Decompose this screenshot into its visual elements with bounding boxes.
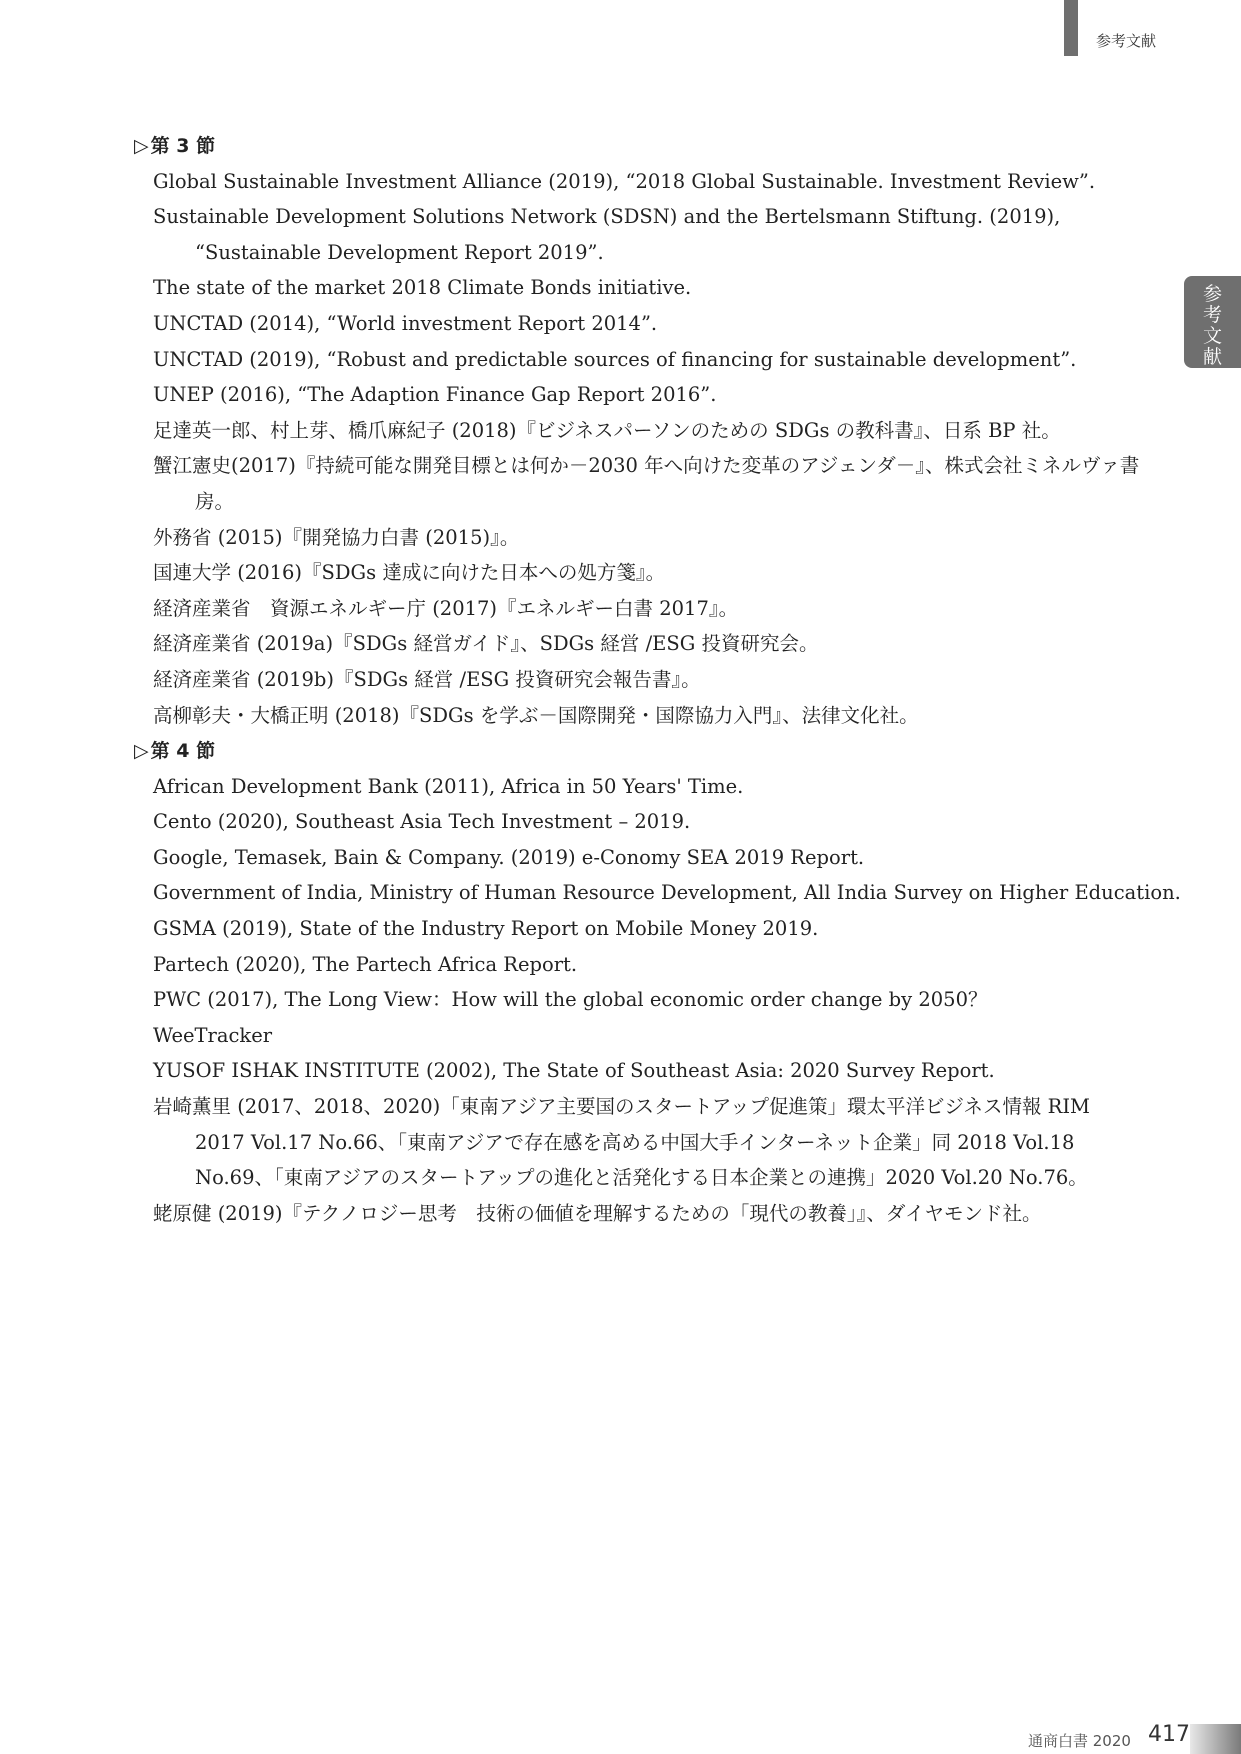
reference-item: UNEP (2016), “The Adaption Finance Gap Report 2016”. <box>153 383 717 407</box>
reference-item: African Development Bank (2011), Africa in 50 Years' Time. <box>153 774 744 798</box>
section-title: 第 3 節 <box>150 135 216 157</box>
section-title: 第 4 節 <box>150 740 216 763</box>
reference-item: 蛯原健 (2019)『テクノロジー思考 技術の価値を理解するための「現代の教養」』、ダイヤモンド社。 <box>153 1201 1042 1225</box>
side-tab-char: 文 <box>1202 325 1222 347</box>
triangle-marker-icon: ▷ <box>134 135 149 157</box>
reference-item: Global Sustainable Investment Alliance (2019), “2018 Global Sustainable. Investment Review”. <box>153 169 1096 193</box>
section-heading-4 <box>134 733 1144 769</box>
side-tab-char: 考 <box>1202 304 1222 326</box>
reference-item: The state of the market 2018 Climate Bonds initiative. <box>153 276 692 300</box>
reference-list <box>134 128 1181 1231</box>
side-tab-char: 参 <box>1202 283 1222 305</box>
reference-item: Sustainable Development Solutions Network (SDSN) and the Bertelsmann Stiftung. (2019), “Sustainable Development Report 2019”. <box>153 205 1061 264</box>
reference-item: 外務省 (2015)『開発協力白書 (2015)』。 <box>153 525 520 549</box>
footer-gradient-bar <box>1190 1724 1241 1754</box>
reference-item: 高柳彰夫・大橋正明 (2018)『SDGs を学ぶ－国際開発・国際協力入門』、法律文化社。 <box>153 703 919 727</box>
side-tab-char: 献 <box>1202 346 1222 368</box>
reference-item: 岩崎薫里 (2017、2018、2020)「東南アジア主要国のスタートアップ促進策」環太平洋ビジネス情報 RIM 2017 Vol.17 No.66、「東南アジアで存在感を高める中国大手インターネット企業」同 2018 Vol.18 No.69、「東南アジアのスタートアップの進化と活発化する日本企業との連携」2020 Vol.20 No.76。 <box>153 1095 1091 1190</box>
section-heading-3 <box>134 128 1144 164</box>
reference-item: 足達英一郎、村上芽、橋爪麻紀子 (2018)『ビジネスパーソンのための SDGs の教科書』、日系 BP 社。 <box>153 418 1061 442</box>
reference-item: UNCTAD (2019), “Robust and predictable sources of financing for sustainable development”. <box>153 347 1077 371</box>
reference-item: 経済産業省 (2019a)『SDGs 経営ガイド』、SDGs 経営 /ESG 投資研究会。 <box>153 632 819 656</box>
side-index-tab <box>1184 276 1241 368</box>
page-number: 417 <box>1148 1722 1190 1747</box>
reference-item: GSMA (2019), State of the Industry Report on Mobile Money 2019. <box>153 917 819 941</box>
reference-item: 経済産業省 資源エネルギー庁 (2017)『エネルギー白書 2017』。 <box>153 596 739 620</box>
triangle-marker-icon: ▷ <box>134 740 149 763</box>
reference-item: WeeTracker <box>153 1023 273 1047</box>
header-bar <box>1064 0 1078 56</box>
reference-item: 経済産業省 (2019b)『SDGs 経営 /ESG 投資研究会報告書』。 <box>153 667 701 691</box>
running-header: 参考文献 <box>1096 32 1157 50</box>
reference-item: Government of India, Ministry of Human Resource Development, All India Survey on Higher Education. <box>153 881 1181 905</box>
footer-publication-title: 通商白書 2020 <box>1028 1732 1131 1750</box>
reference-item: UNCTAD (2014), “World investment Report 2014”. <box>153 311 658 335</box>
reference-item: YUSOF ISHAK INSTITUTE (2002), The State of Southeast Asia: 2020 Survey Report. <box>153 1059 995 1083</box>
reference-item: Cento (2020), Southeast Asia Tech Investment – 2019. <box>153 810 691 834</box>
reference-item: PWC (2017), The Long View：How will the global economic order change by 2050？ <box>153 988 988 1012</box>
reference-item: 国連大学 (2016)『SDGs 達成に向けた日本への処方箋』。 <box>153 561 666 585</box>
reference-item: Partech (2020), The Partech Africa Report. <box>153 952 578 976</box>
reference-item: 蟹江憲史(2017)『持続可能な開発目標とは何か－2030 年へ向けた変革のアジェンダ－』、株式会社ミネルヴァ書房。 <box>153 454 1140 513</box>
reference-item: Google, Temasek, Bain & Company. (2019) e-Conomy SEA 2019 Report. <box>153 845 865 869</box>
